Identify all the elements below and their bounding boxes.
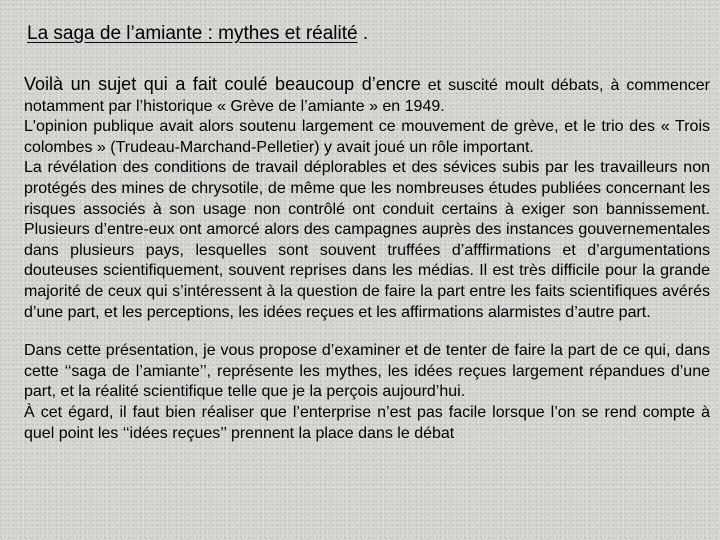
paragraph-intro (24, 74, 710, 117)
body-text (24, 74, 710, 444)
slide-title-line (27, 22, 368, 46)
slide-title: La saga de l’amiante : mythes et réalité (27, 23, 358, 44)
paragraph-gap (24, 323, 710, 341)
slide-title-suffix: . (357, 23, 369, 44)
paragraph-intro-rest: et suscité moult débats, à commencer notamment par l’historique « Grève de l’amiante » en 1949. (24, 77, 710, 115)
paragraph-public-opinion: L'opinion publique avait alors soutenu largement ce mouvement de grève, et le trio des « Trois colombes » (Trudeau-Marchand-Pelletier) y avait joué un rôle important. (24, 118, 710, 156)
paragraph-presentation: Dans cette présentation, je vous propose d’examiner et de tenter de faire la part de ce qui, dans cette ‘‘saga de l’amiante’’, représente les mythes, les idées reçues largement répandues d’une part, et la réalité scientifique telle que je la perçois aujourd’hui. (24, 342, 710, 401)
paragraph-conclusion: À cet égard, il faut bien réaliser que l’enterprise n’est pas facile lorsque l’on se rend compte à quel point les ‘‘idées reçues’’ prennent la place dans le débat (24, 403, 710, 442)
paragraph-revelation: La révélation des conditions de travail déplorables et des sévices subis par les travailleurs non protégés des mines de chrysotile, de même que les nombreuses études publiées concernant les risques associés à son usage non contrôlé ont conduit certains à exiger son bannissement. Plusieurs d’entre-eux ont amorcé alors des campagnes auprès des instances gouvernementales dans plusieurs pays, lesquelles sont souvent truffées d’afffirmations et d’argumentations douteuses scientifiquement, souvent reprises dans les médias. Il est très difficile pour la grande majorité de ceux qui s’intéressent à la question de faire la part entre les faits scientifiques avérés d’une part, et les perceptions, les idées reçues et les affirmations alarmistes d’autre part. (24, 159, 710, 321)
paragraph-intro-lead: Voilà un sujet qui a fait coulé beaucoup d’encre (24, 74, 421, 94)
